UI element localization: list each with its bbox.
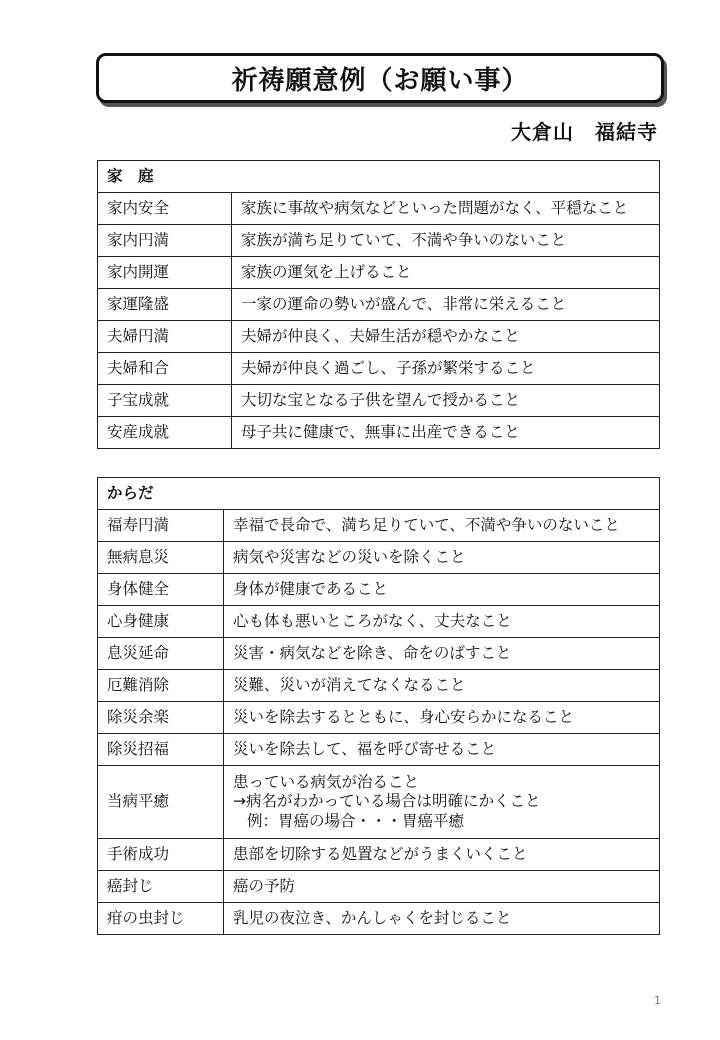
- prayer-description: 母子共に健康で、無事に出産できること: [232, 417, 660, 449]
- table-row: [98, 257, 660, 289]
- table-row: [98, 417, 660, 449]
- family-section-table: [97, 160, 660, 449]
- section-header-row: [98, 478, 660, 510]
- prayer-description: 癌の予防: [224, 871, 660, 903]
- table-row: [98, 289, 660, 321]
- prayer-description: 家族の運気を上げること: [232, 257, 660, 289]
- prayer-term: 家運隆盛: [98, 289, 232, 321]
- prayer-term: 子宝成就: [98, 385, 232, 417]
- description-line: 患っている病気が治ること: [233, 772, 420, 791]
- prayer-description: 夫婦が仲良く、夫婦生活が穏やかなこと: [232, 321, 660, 353]
- prayer-term: 福寿円満: [98, 510, 224, 542]
- table-row: [98, 353, 660, 385]
- table-row: [98, 766, 660, 839]
- prayer-term: 除災招福: [98, 734, 224, 766]
- table-row: [98, 385, 660, 417]
- table-row: [98, 670, 660, 702]
- prayer-description: 患部を切除する処置などがうまくいくこと: [224, 839, 660, 871]
- prayer-term: 心身健康: [98, 606, 224, 638]
- prayer-description: [224, 766, 660, 839]
- prayer-term: 家内開運: [98, 257, 232, 289]
- prayer-term: 安産成就: [98, 417, 232, 449]
- prayer-description: 災いを除去するとともに、身心安らかになること: [224, 702, 660, 734]
- prayer-description: 身体が健康であること: [224, 574, 660, 606]
- table-row: [98, 193, 660, 225]
- document-title: 祈祷願意例（お願い事）: [96, 53, 664, 103]
- prayer-term: 無病息災: [98, 542, 224, 574]
- table-row: [98, 542, 660, 574]
- table-row: [98, 574, 660, 606]
- prayer-term: 身体健全: [98, 574, 224, 606]
- prayer-term: 家内円満: [98, 225, 232, 257]
- prayer-term: 夫婦円満: [98, 321, 232, 353]
- prayer-term: 手術成功: [98, 839, 224, 871]
- prayer-term: 家内安全: [98, 193, 232, 225]
- page-number: 1: [654, 994, 661, 1007]
- table-row: [98, 606, 660, 638]
- prayer-description: 病気や災害などの災いを除くこと: [224, 542, 660, 574]
- description-line: 例：胃癌の場合・・・胃癌平癒: [247, 811, 465, 830]
- table-row: [98, 225, 660, 257]
- prayer-description: 災いを除去して、福を呼び寄せること: [224, 734, 660, 766]
- table-row: [98, 734, 660, 766]
- table-row: [98, 638, 660, 670]
- prayer-term: 癌封じ: [98, 871, 224, 903]
- section-heading: 家 庭: [98, 161, 660, 193]
- table-row: [98, 871, 660, 903]
- table-row: [98, 903, 660, 935]
- prayer-term: 疳の虫封じ: [98, 903, 224, 935]
- prayer-description: 家族に事故や病気などといった問題がなく、平穏なこと: [232, 193, 660, 225]
- prayer-description: 夫婦が仲良く過ごし、子孫が繁栄すること: [232, 353, 660, 385]
- prayer-description: 災害・病気などを除き、命をのばすこと: [224, 638, 660, 670]
- section-header-row: [98, 161, 660, 193]
- prayer-description: 一家の運命の勢いが盛んで、非常に栄えること: [232, 289, 660, 321]
- prayer-description: 災難、災いが消えてなくなること: [224, 670, 660, 702]
- body-section-table: [97, 477, 660, 935]
- prayer-description: 幸福で長命で、満ち足りていて、不満や争いのないこと: [224, 510, 660, 542]
- description-line: →病名がわかっている場合は明確にかくこと: [233, 792, 541, 811]
- prayer-term: 当病平癒: [98, 766, 224, 839]
- table-row: [98, 839, 660, 871]
- prayer-description: 家族が満ち足りていて、不満や争いのないこと: [232, 225, 660, 257]
- prayer-term: 厄難消除: [98, 670, 224, 702]
- table-row: [98, 702, 660, 734]
- prayer-term: 息災延命: [98, 638, 224, 670]
- prayer-term: 除災余楽: [98, 702, 224, 734]
- prayer-description: 大切な宝となる子供を望んで授かること: [232, 385, 660, 417]
- prayer-term: 夫婦和合: [98, 353, 232, 385]
- section-heading: からだ: [98, 478, 660, 510]
- prayer-description: 乳児の夜泣き、かんしゃくを封じること: [224, 903, 660, 935]
- organization-name: 大倉山 福結寺: [511, 120, 658, 144]
- prayer-description: 心も体も悪いところがなく、丈夫なこと: [224, 606, 660, 638]
- table-row: [98, 510, 660, 542]
- table-row: [98, 321, 660, 353]
